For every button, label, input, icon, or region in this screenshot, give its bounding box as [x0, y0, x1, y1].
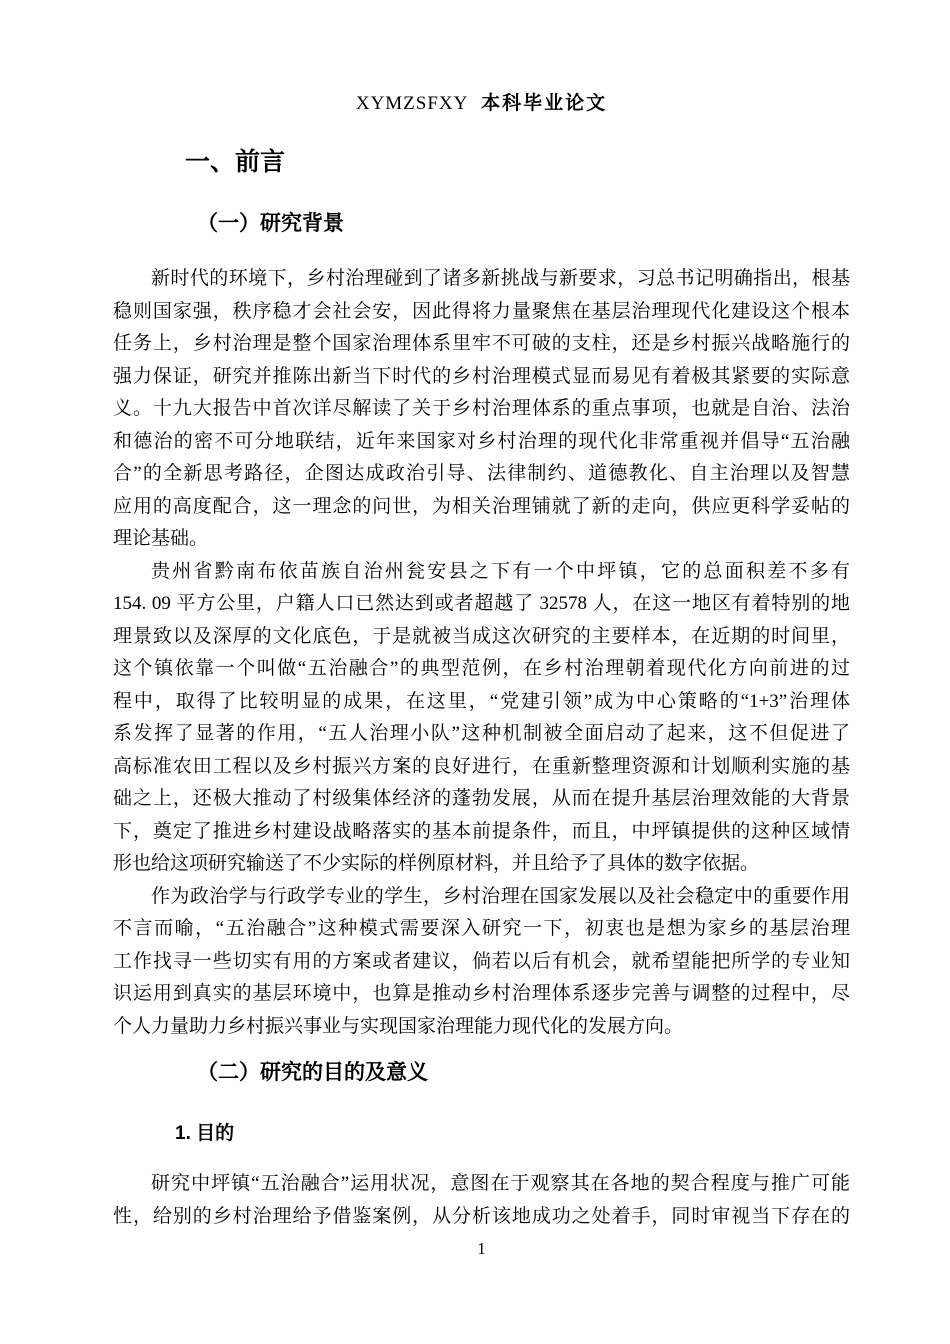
paragraph-line: 性，给别的乡村治理给予借鉴案例，从分析该地成功之处着手，同时审视当下存在的 [113, 1205, 850, 1227]
paragraph-line: 和德治的密不可分地联结，近年来国家对乡村治理的现代化非常重视并倡导“五治融 [113, 430, 850, 452]
paragraph-line: 理论基础。 [113, 528, 209, 549]
paragraph-line: 应用的高度配合，这一理念的问世，为相关治理铺就了新的走向，供应更科学妥帖的 [113, 495, 850, 517]
paragraph-line: 识运用到真实的基层环境中，也算是推动乡村治理体系逐步完善与调整的过程中，尽 [113, 983, 850, 1004]
header-thesis-title: 本科毕业论文 [481, 93, 608, 114]
paragraph-line: 程中，取得了比较明显的成果，在这里，“党建引领”成为中心策略的“1+3”治理体 [113, 690, 850, 712]
paragraph-line: 强力保证，研究并推陈出新当下时代的乡村治理模式显而易见有着极其紧要的实际意 [113, 365, 850, 387]
paragraph-line: 理景致以及深厚的文化底色，于是就被当成这次研究的主要样本，在近期的时间里， [113, 625, 850, 647]
page-header [113, 0, 850, 115]
paragraph-line: 工作找寻一些切实有用的方案或者建议，倘若以后有机会，就希望能把所学的专业知 [113, 950, 850, 972]
paragraph-line: 研究中坪镇“五治融合”运用状况，意图在于观察其在各地的契合程度与推广可能 [151, 1173, 850, 1194]
paragraph-line: 系发挥了显著的作用，“五人治理小队”这种机制被全面启动了起来，这不但促进了 [113, 723, 850, 744]
paragraph-line: 义。十九大报告中首次详尽解读了关于乡村治理体系的重点事项，也就是自治、法治 [113, 398, 850, 419]
paragraph-line: 高标准农田工程以及乡村振兴方案的良好进行，在重新整理资源和计划顺利实施的基 [113, 755, 850, 777]
paragraph-line: 任务上，乡村治理是整个国家治理体系里牢不可破的支柱，还是乡村振兴战略施行的 [113, 333, 850, 354]
paragraph-line: 作为政治学与行政学专业的学生，乡村治理在国家发展以及社会稳定中的重要作用 [151, 885, 850, 907]
heading-research-background: （一）研究背景 [197, 212, 344, 235]
paragraph-line: 个人力量助力乡村振兴事业与实现国家治理能力现代化的发展方向。 [113, 1015, 684, 1037]
paragraph-line: 贵州省黔南布依苗族自治州瓮安县之下有一个中坪镇，它的总面积差不多有 [151, 560, 850, 582]
paragraph-line: 不言而喻，“五治融合”这种模式需要深入研究一下，初衷也是想为家乡的基层治理 [113, 918, 850, 939]
paragraph-line: 154. 09 平方公里，户籍人口已然达到或者超越了 32578 人，在这一地区有着特别的地 [113, 593, 850, 614]
heading-preface: 一、前言 [185, 148, 286, 176]
body-section-background [113, 263, 850, 1043]
paragraph-line: 这个镇依靠一个叫做“五治融合”的典型范例，在乡村治理朝着现代化方向前进的过 [113, 658, 850, 679]
header-school-code: XYMZSFXY [355, 93, 469, 114]
paragraph-line: 合”的全新思考路径，企图达成政治引导、法律制约、道德教化、自主治理以及智慧 [113, 463, 850, 484]
paragraph-line: 下，奠定了推进乡村建设战略落实的基本前提条件，而且，中坪镇提供的这种区域情 [113, 820, 850, 842]
paragraph-line: 础之上，还极大推动了村级集体经济的蓬勃发展，从而在提升基层治理效能的大背景 [113, 788, 850, 809]
page-number: 1 [477, 1239, 486, 1258]
heading-purpose: 1. 目的 [175, 1123, 235, 1144]
paragraph-line: 形也给这项研究输送了不少实际的样例原材料，并且给予了具体的数字依据。 [113, 853, 760, 874]
heading-purpose-and-significance: （二）研究的目的及意义 [197, 1061, 428, 1084]
paragraph-line: 新时代的环境下，乡村治理碰到了诸多新挑战与新要求，习总书记明确指出，根基 [151, 268, 850, 289]
paragraph-line: 稳则国家强，秩序稳才会社会安，因此得将力量聚焦在基层治理现代化建设这个根本 [113, 300, 850, 322]
body-section-purpose [113, 1168, 850, 1233]
